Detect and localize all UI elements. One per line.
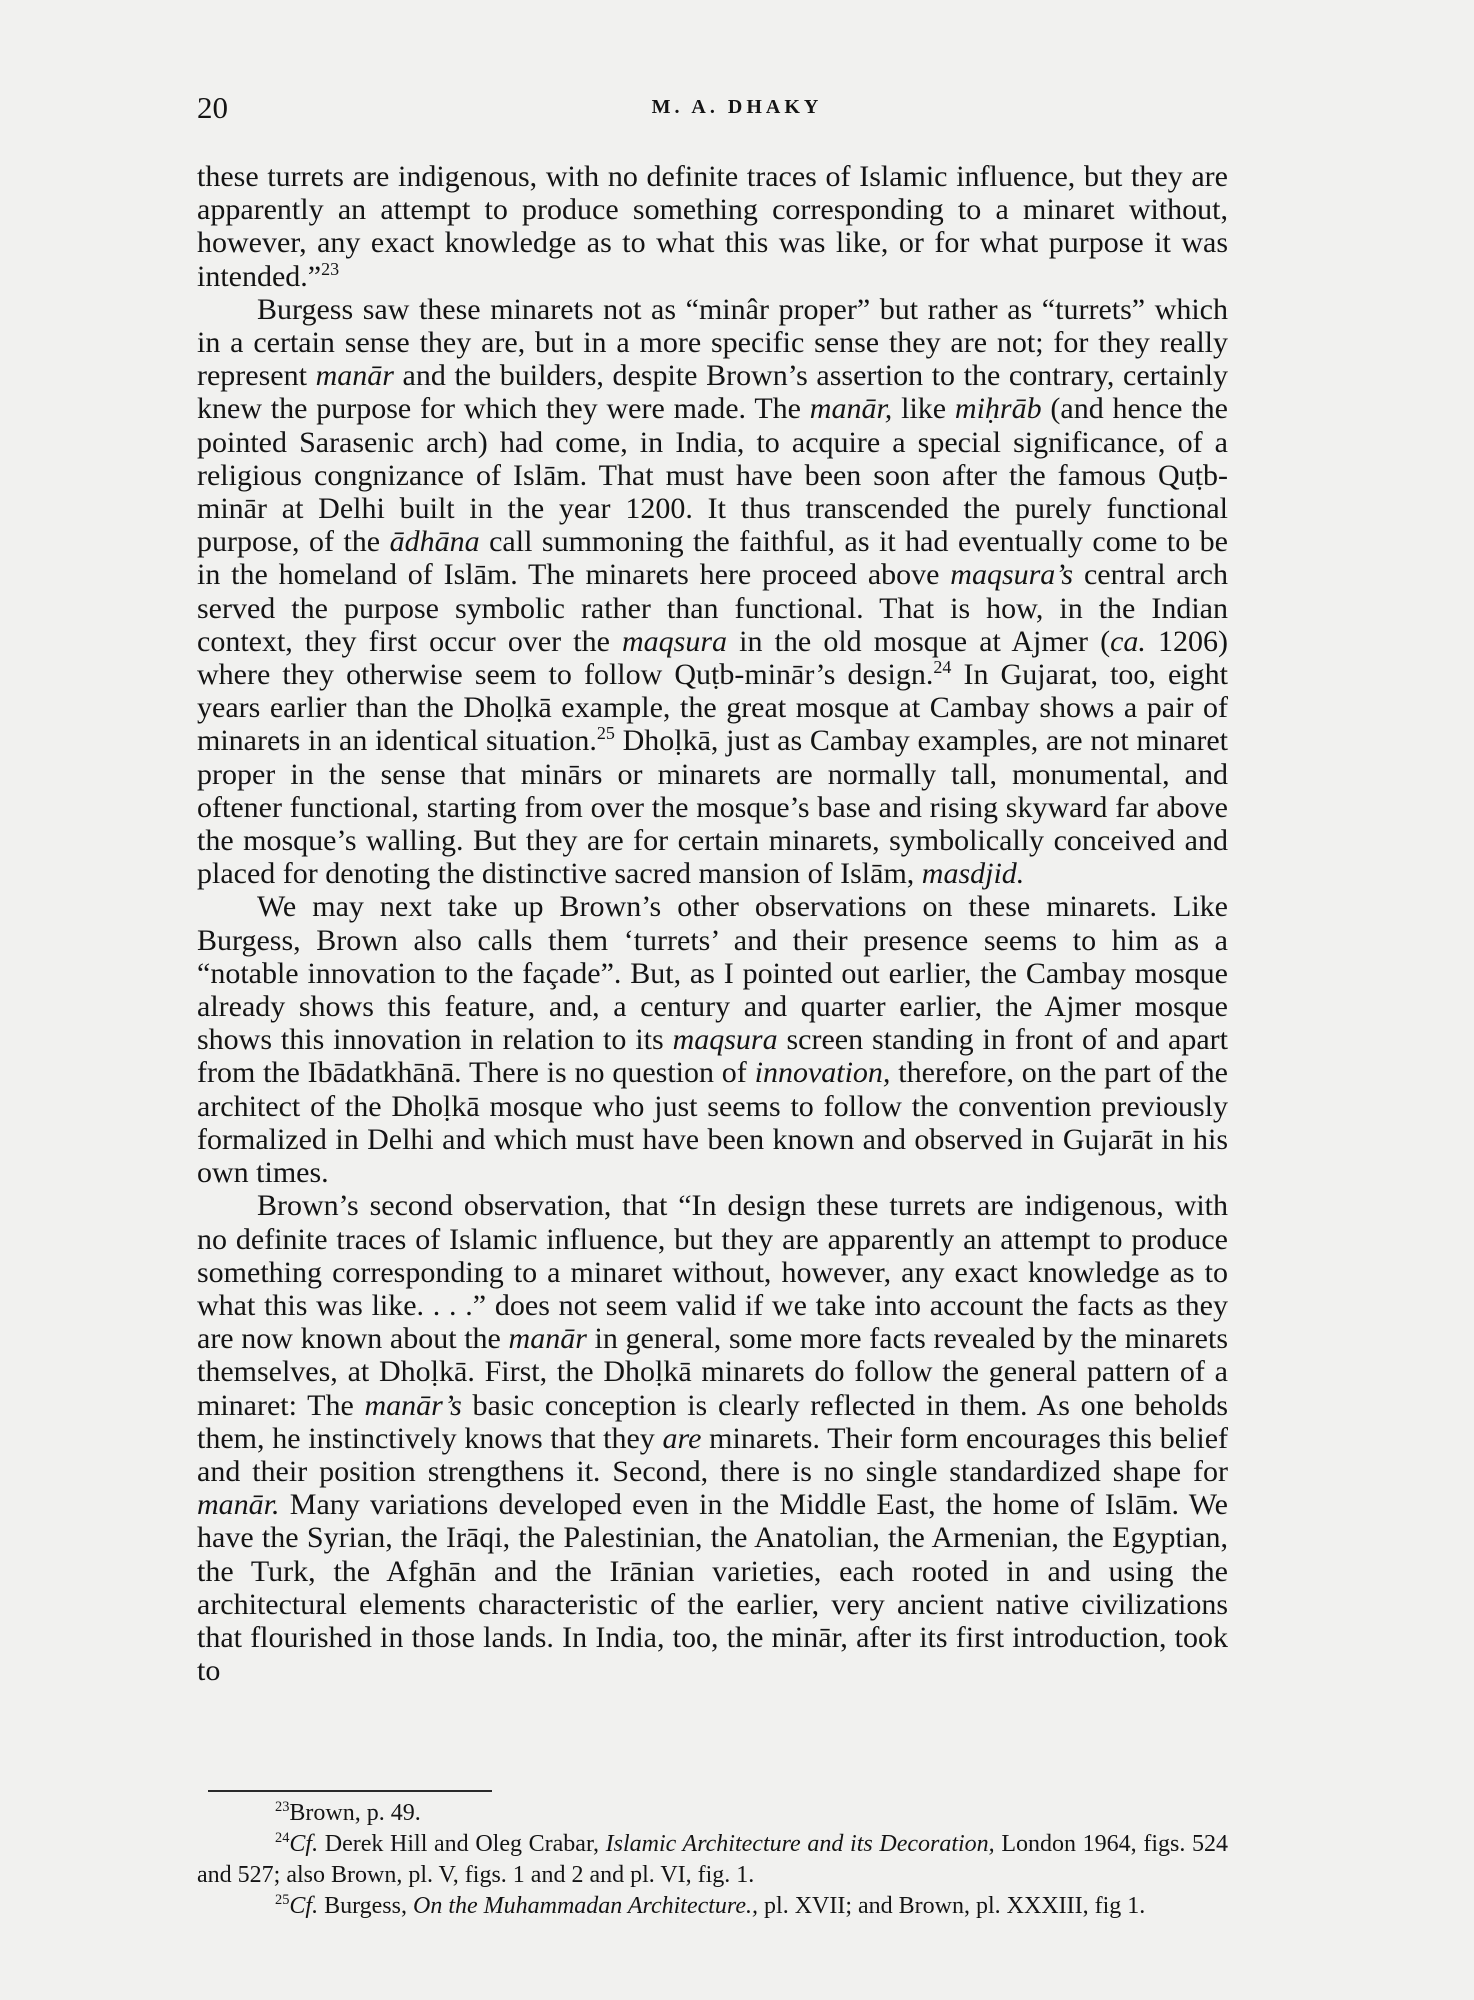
- footnote-ref: 25: [275, 1892, 290, 1908]
- footnote: [197, 1891, 1228, 1922]
- text-run: minarets. Their form encourages this belief and their position strengthens it. Second, there is no single standardized shape for: [197, 1421, 1236, 1488]
- footnote-ref: 24: [933, 657, 952, 678]
- footnote-ref: 23: [321, 258, 340, 279]
- italic-text: Cf.: [289, 1893, 319, 1919]
- text-run: screen standing in front of and apart from the Ibādatkhānā. There is no question of: [197, 1023, 1236, 1090]
- paragraph: [197, 1189, 1236, 1688]
- italic-text: miḥrāb: [954, 392, 1042, 426]
- text-run: therefore, on the part of the architect of the Dhoḷkā mosque who just seems to follow the convention previously formalized in Delhi and which must have been known and observed in Gujarāt in his own times.: [197, 1056, 1236, 1190]
- italic-text: masdjid.: [921, 857, 1025, 891]
- italic-text: On the Muhammadan Architecture.,: [412, 1893, 759, 1919]
- italic-text: maqsura’s: [950, 558, 1074, 592]
- italic-text: manār’s: [364, 1388, 462, 1422]
- running-head: M. A. DHAKY: [651, 96, 823, 118]
- italic-text: Cf.: [289, 1831, 319, 1857]
- paragraph: [197, 292, 1236, 891]
- footnote: [197, 1798, 1228, 1829]
- footnote-rule: [208, 1790, 492, 1792]
- text-run: Derek Hill and Oleg Crabar,: [318, 1831, 606, 1857]
- text-run: We may next take up Brown’s other observations on these minarets. Like Burgess, Brown also calls them ‘turrets’ and their presence seems to him as a “notable innovation to the façade”. But, as I pointed out earlier, the Cambay mosque already shows this feature, and, a century and quarter earlier, the Ajmer mosque shows this innovation in relation to its: [197, 890, 1236, 1057]
- text-run: and the builders, despite Brown’s assertion to the contrary, certainly knew the purpose for which they were made. The: [197, 359, 1236, 426]
- text-run: London 1964, figs. 524 and 527; also Brown, pl. V, figs. 1 and 2 and pl. VI, fig. 1.: [197, 1831, 1234, 1888]
- italic-text: Islamic Architecture and its Decoration,: [605, 1831, 995, 1857]
- italic-text: ādhāna: [389, 525, 480, 559]
- text-run: central arch served the purpose symbolic rather than functional. That is how, in the Indian context, they first occur over the: [197, 558, 1236, 658]
- footnotes: [197, 1798, 1234, 1922]
- page-number: 20: [197, 90, 228, 125]
- text-run: 1206) where they otherwise seem to follow Quṭb-minār’s design.: [197, 624, 1236, 692]
- paragraph: [197, 890, 1236, 1190]
- italic-text: manār: [508, 1322, 587, 1356]
- text-run: Many variations developed even in the Middle East, the home of Islām. We have the Syrian, the Irāqi, the Palestinian, the Anatolian, the Armenian, the Egyptian, the Turk, the Afghān and the Irānian varieties, each rooted in and using the architectural elements characteristic of the earlier, very ancient native civilizations that flourished in those lands. In India, too, the minār, after its first introduction, took to: [197, 1488, 1236, 1688]
- text-run: Burgess,: [318, 1893, 413, 1919]
- text-run: basic conception is clearly reflected in them. As one beholds them, he instinctively knows that they: [197, 1388, 1236, 1455]
- italic-text: ca.: [1110, 624, 1146, 658]
- italic-text: manār: [315, 359, 394, 393]
- text-run: In Gujarat, too, eight years earlier than the Dhoḷkā example, the great mosque at Cambay shows a pair of minarets in an identical situation.: [197, 658, 1236, 758]
- italic-text: manār,: [809, 392, 893, 426]
- body-text: [197, 160, 1236, 1688]
- text-run: call summoning the faithful, as it had eventually come to be in the homeland of Islām. The minarets here proceed above: [197, 525, 1236, 592]
- text-run: Brown, p. 49.: [289, 1800, 421, 1826]
- text-run: these turrets are indigenous, with no definite traces of Islamic influence, but they are apparently an attempt to produce something corresponding to a minaret without, however, any exact knowledge as to what this was like, or for what purpose it was intended.”: [197, 160, 1236, 293]
- italic-text: innovation,: [754, 1056, 891, 1090]
- footnote-ref: 24: [275, 1830, 290, 1846]
- text-run: like: [892, 392, 955, 426]
- text-run: Brown’s second observation, that “In design these turrets are indigenous, with no definite traces of Islamic influence, but they are apparently an attempt to produce something corresponding to a minaret without, however, any exact knowledge as to what this was like. . . .” does not seem valid if we take into account the facts as they are now known about the: [197, 1189, 1236, 1356]
- italic-text: maqsura: [622, 624, 728, 658]
- footnote: [197, 1829, 1234, 1891]
- text-run: Burgess saw these minarets not as “minâr proper” but rather as “turrets” which in a certain sense they are, but in a more specific sense they are not; for they really represent: [197, 292, 1236, 393]
- text-run: in general, some more facts revealed by the minarets themselves, at Dhoḷkā. First, the Dhoḷkā minarets do follow the general pattern of a minaret: The: [197, 1322, 1236, 1422]
- text-run: Dhoḷkā, just as Cambay examples, are not minaret proper in the sense that minārs or minarets are normally tall, monumental, and oftener functional, starting from over the mosque’s base and rising skyward far above the mosque’s walling. But they are for certain minarets, symbolically conceived and placed for denoting the distinctive sacred mansion of Islām,: [197, 724, 1236, 891]
- footnote-ref: 23: [275, 1799, 290, 1815]
- italic-text: are: [662, 1421, 702, 1455]
- footnote-ref: 25: [596, 723, 615, 744]
- italic-text: manār.: [197, 1488, 280, 1522]
- text-run: in the old mosque at Ajmer (: [727, 624, 1111, 658]
- paragraph: [197, 160, 1236, 293]
- text-run: (and hence the pointed Sarasenic arch) had come, in India, to acquire a special significance, of a religious congnizance of Islām. That must have been soon after the famous Quṭb-minār at Delhi built in the year 1200. It thus transcended the purely functional purpose, of the: [197, 392, 1236, 559]
- italic-text: maqsura: [672, 1023, 778, 1057]
- text-run: pl. XVII; and Brown, pl. XXXIII, fig 1.: [758, 1893, 1146, 1919]
